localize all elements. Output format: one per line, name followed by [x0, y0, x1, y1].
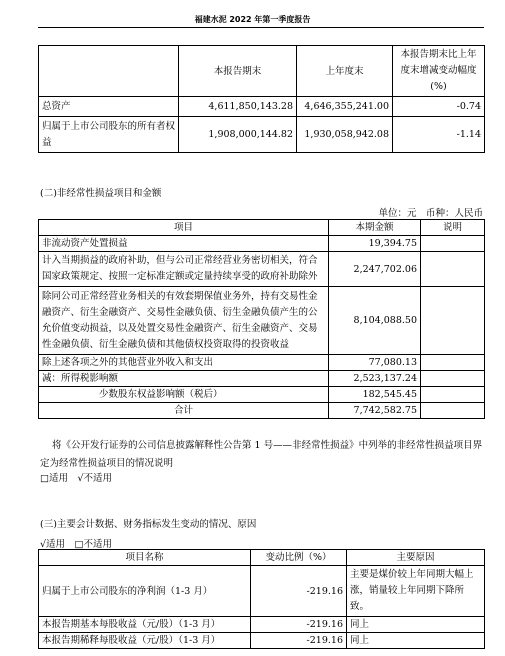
table-cell: 2,523,137.24: [329, 371, 421, 387]
table-cell: 4,646,355,241.00: [297, 97, 393, 117]
table-row: [39, 566, 485, 617]
table-cell: 总资产: [39, 97, 179, 117]
table-cell: 归属于上市公司股东的净利润（1-3 月）: [39, 566, 251, 617]
table-header-cell: 本期金额: [329, 220, 421, 236]
table-row: [39, 97, 485, 117]
table-cell: 2,247,702.06: [329, 252, 421, 287]
table-cell: -1.14: [393, 117, 485, 153]
applicability-checkbox: √适用 □不适用: [40, 539, 113, 550]
table-header-cell: 项目名称: [39, 550, 251, 566]
table-cell: 本报告期稀释每股收益（元/股）（1-3 月）: [39, 633, 251, 649]
table-cell: 本报告期基本每股收益（元/股）（1-3 月）: [39, 617, 251, 633]
table-header-row: [39, 220, 485, 236]
table-cell: 同上: [347, 617, 485, 633]
explanatory-note: 将《公开发行证券的公司信息披露解释性公告第 1 号——非经常性损益》中列举的非经常性损益项目界定为经常性损益项目的情况说明: [40, 440, 483, 469]
header-divider: [38, 27, 484, 28]
table-cell: 除同公司正常经营业务相关的有效套期保值业务外，持有交易性金融资产、衍生金融资产、交易性金融负债、衍生金融负债产生的公允价值变动损益，以及处置交易性金融资产、衍生金融资产、交易性金融负债、衍生金融负债和其他债权投资取得的投资收益: [39, 287, 329, 355]
table-header-cell: 本报告期末比上年度末增减变动幅度(%): [393, 46, 485, 97]
table-row: [39, 287, 485, 355]
applicability-checkbox: □适用 √不适用: [40, 473, 113, 484]
table-cell: 主要是煤价较上年同期大幅上涨，销量较上年同期下降所致。: [347, 566, 485, 617]
table-cell: 19,394.75: [329, 236, 421, 252]
table-header-cell: 说明: [421, 220, 485, 236]
table-row: [39, 617, 485, 633]
report-title: 福建水泥 2022 年第一季度报告: [194, 15, 311, 24]
table-row: [39, 117, 485, 153]
table-header-cell: 上年度末: [297, 46, 393, 97]
table-row: [39, 403, 485, 419]
table-header-cell: 本报告期末: [179, 46, 297, 97]
table-header-cell: [39, 46, 179, 97]
table-cell: 同上: [347, 633, 485, 649]
table-row: [39, 387, 485, 403]
table-cell: 减：所得税影响额: [39, 371, 329, 387]
summary-table: [38, 45, 485, 153]
section-title: (三)主要会计数据、财务指标发生变动的情况、原因: [40, 519, 257, 530]
table-cell: -0.74: [393, 97, 485, 117]
table-cell: 少数股东权益影响额（税后）: [39, 387, 329, 403]
changes-table: [38, 549, 485, 649]
table-cell: 归属于上市公司股东的所有者权益: [39, 117, 179, 153]
table-cell: -219.16: [251, 566, 347, 617]
table-row: [39, 371, 485, 387]
table-cell: [421, 236, 485, 252]
table-cell: [421, 371, 485, 387]
table-cell: 合计: [39, 403, 329, 419]
table-cell: 7,742,582.75: [329, 403, 421, 419]
table-cell: -219.16: [251, 617, 347, 633]
table-cell: -219.16: [251, 633, 347, 649]
table-cell: 非流动资产处置损益: [39, 236, 329, 252]
table-cell: 1,908,000,144.82: [179, 117, 297, 153]
unit-label: 单位：元 币种：人民币: [378, 208, 483, 219]
table-header-row: [39, 46, 485, 97]
table-row: [39, 633, 485, 649]
section-title: (二)非经常性损益项目和金额: [40, 188, 162, 199]
table-cell: 77,080.13: [329, 355, 421, 371]
table-cell: 1,930,058,942.08: [297, 117, 393, 153]
table-header-cell: 项目: [39, 220, 329, 236]
table-cell: 182,545.45: [329, 387, 421, 403]
table-row: [39, 236, 485, 252]
table-cell: [421, 355, 485, 371]
table-cell: 除上述各项之外的其他营业外收入和支出: [39, 355, 329, 371]
table-cell: 计入当期损益的政府补助，但与公司正常经营业务密切相关，符合国家政策规定、按照一定标准定额或定量持续享受的政府补助除外: [39, 252, 329, 287]
table-cell: 8,104,088.50: [329, 287, 421, 355]
table-header-cell: 主要原因: [347, 550, 485, 566]
table-cell: [421, 403, 485, 419]
table-header-row: [39, 550, 485, 566]
table-cell: [421, 252, 485, 287]
table-cell: 4,611,850,143.28: [179, 97, 297, 117]
table-header-cell: 变动比例（%）: [251, 550, 347, 566]
table-cell: [421, 387, 485, 403]
table-row: [39, 355, 485, 371]
non-recurring-table: [38, 219, 485, 419]
table-row: [39, 252, 485, 287]
table-cell: [421, 287, 485, 355]
